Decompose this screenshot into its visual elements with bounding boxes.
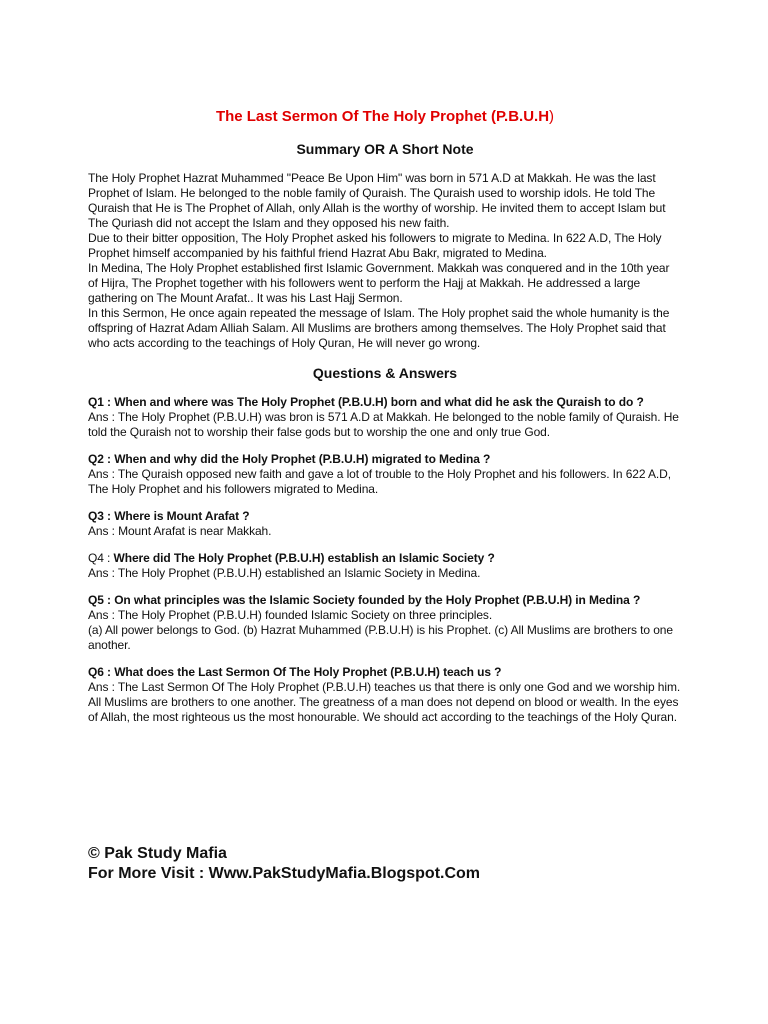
summary-paragraph: The Holy Prophet Hazrat Muhammed "Peace Be Upon Him" was born in 571 A.D at Makkah. He was the last Prophet of Islam. He belonged to the noble family of Quraish. The Quraish used to worship idols. He told The Quraish that He is The Prophet of Allah, only Allah is the worthy of worship. He invited them to accept Islam but The Quriash did not accept the Islam and they opposed his new faith. bbox=[88, 171, 666, 230]
question-5 bbox=[88, 593, 682, 608]
question-4 bbox=[88, 551, 682, 566]
question-1 bbox=[88, 395, 682, 410]
qa-item-1 bbox=[88, 395, 682, 440]
answer-4: Ans : The Holy Prophet (P.B.U.H) established an Islamic Society in Medina. bbox=[88, 566, 481, 580]
summary-heading: Summary OR A Short Note bbox=[296, 141, 474, 157]
title-text: The Last Sermon Of The Holy Prophet (P.B.U.H bbox=[215, 108, 550, 125]
qa-heading: Questions & Answers bbox=[312, 365, 458, 381]
answer-1: Ans : The Holy Prophet (P.B.U.H) was bron is 571 A.D at Makkah. He belonged to the noble family of Quraish. He told the Quraish not to worship their false gods but to worship the one and only true God. bbox=[88, 410, 679, 439]
question-number: Q2 : bbox=[88, 452, 115, 466]
question-text: Where did The Holy Prophet (P.B.U.H) establish an Islamic Society ? bbox=[113, 551, 495, 565]
footer bbox=[88, 844, 480, 884]
answer-5-principles: (a) All power belongs to God. (b) Hazrat Muhammed (P.B.U.H) is his Prophet. (c) All Muslims are brothers to one another. bbox=[88, 623, 673, 652]
answer-5: Ans : The Holy Prophet (P.B.U.H) founded Islamic Society on three principles. bbox=[88, 608, 493, 622]
visit-link: For More Visit : Www.PakStudyMafia.Blogspot.Com bbox=[88, 865, 481, 882]
document-body bbox=[88, 108, 682, 737]
qa-item-5 bbox=[88, 593, 682, 653]
question-text: Where is Mount Arafat ? bbox=[114, 509, 250, 523]
qa-item-4 bbox=[88, 551, 682, 581]
question-text: What does the Last Sermon Of The Holy Prophet (P.B.U.H) teach us ? bbox=[114, 665, 502, 679]
question-text: When and why did the Holy Prophet (P.B.U.H) migrated to Medina ? bbox=[114, 452, 491, 466]
qa-section bbox=[88, 395, 682, 725]
summary-paragraph: In this Sermon, He once again repeated the message of Islam. The Holy prophet said the whole humanity is the offspring of Hazrat Adam Alliah Salam. All Muslims are brothers among themselves. The Holy Prophet said that who acts according to the teachings of Holy Quran, He will never go wrong. bbox=[88, 306, 670, 350]
document-title bbox=[88, 108, 682, 125]
question-number: Q4 : bbox=[88, 551, 114, 565]
question-6 bbox=[88, 665, 682, 680]
summary-section bbox=[88, 171, 682, 351]
summary-paragraph: In Medina, The Holy Prophet established first Islamic Government. Makkah was conquered and in the 10th year of Hijra, The Prophet together with his followers went to perform the Hajj at Makkah. He addressed a large gathering on The Mount Arafat.. It was his Last Hajj Sermon. bbox=[88, 261, 670, 305]
question-2 bbox=[88, 452, 682, 467]
summary-paragraph: Due to their bitter opposition, The Holy Prophet asked his followers to migrate to Medina. In 622 A.D, The Holy Prophet himself accompanied by his faithful friend Hazrat Abu Bakr, migrated to Medina. bbox=[88, 231, 662, 260]
question-number: Q6 : bbox=[88, 665, 115, 679]
copyright-text: © Pak Study Mafia bbox=[88, 845, 227, 862]
question-3 bbox=[88, 509, 682, 524]
qa-item-3 bbox=[88, 509, 682, 539]
title-close-paren: ) bbox=[549, 108, 555, 125]
question-number: Q1 : bbox=[88, 395, 115, 409]
question-number: Q3 : bbox=[88, 509, 115, 523]
qa-item-6 bbox=[88, 665, 682, 725]
answer-3: Ans : Mount Arafat is near Makkah. bbox=[88, 524, 272, 538]
question-number: Q5 : bbox=[88, 593, 115, 607]
answer-6: Ans : The Last Sermon Of The Holy Prophet (P.B.U.H) teaches us that there is only one God and we worship him. All Muslims are brothers to one another. The greatness of a man does not depend on blood or wealth. In the eyes of Allah, the most righteous us the most honourable. We should act according to the teachings of the Holy Quran. bbox=[88, 680, 681, 724]
question-text: On what principles was the Islamic Society founded by the Holy Prophet (P.B.U.H) in Medina ? bbox=[114, 593, 641, 607]
question-text: When and where was The Holy Prophet (P.B.U.H) born and what did he ask the Quraish to do ? bbox=[114, 395, 644, 409]
answer-2: Ans : The Quraish opposed new faith and gave a lot of trouble to the Holy Prophet and his followers. In 622 A.D, The Holy Prophet and his followers migrated to Medina. bbox=[88, 467, 671, 496]
qa-item-2 bbox=[88, 452, 682, 497]
